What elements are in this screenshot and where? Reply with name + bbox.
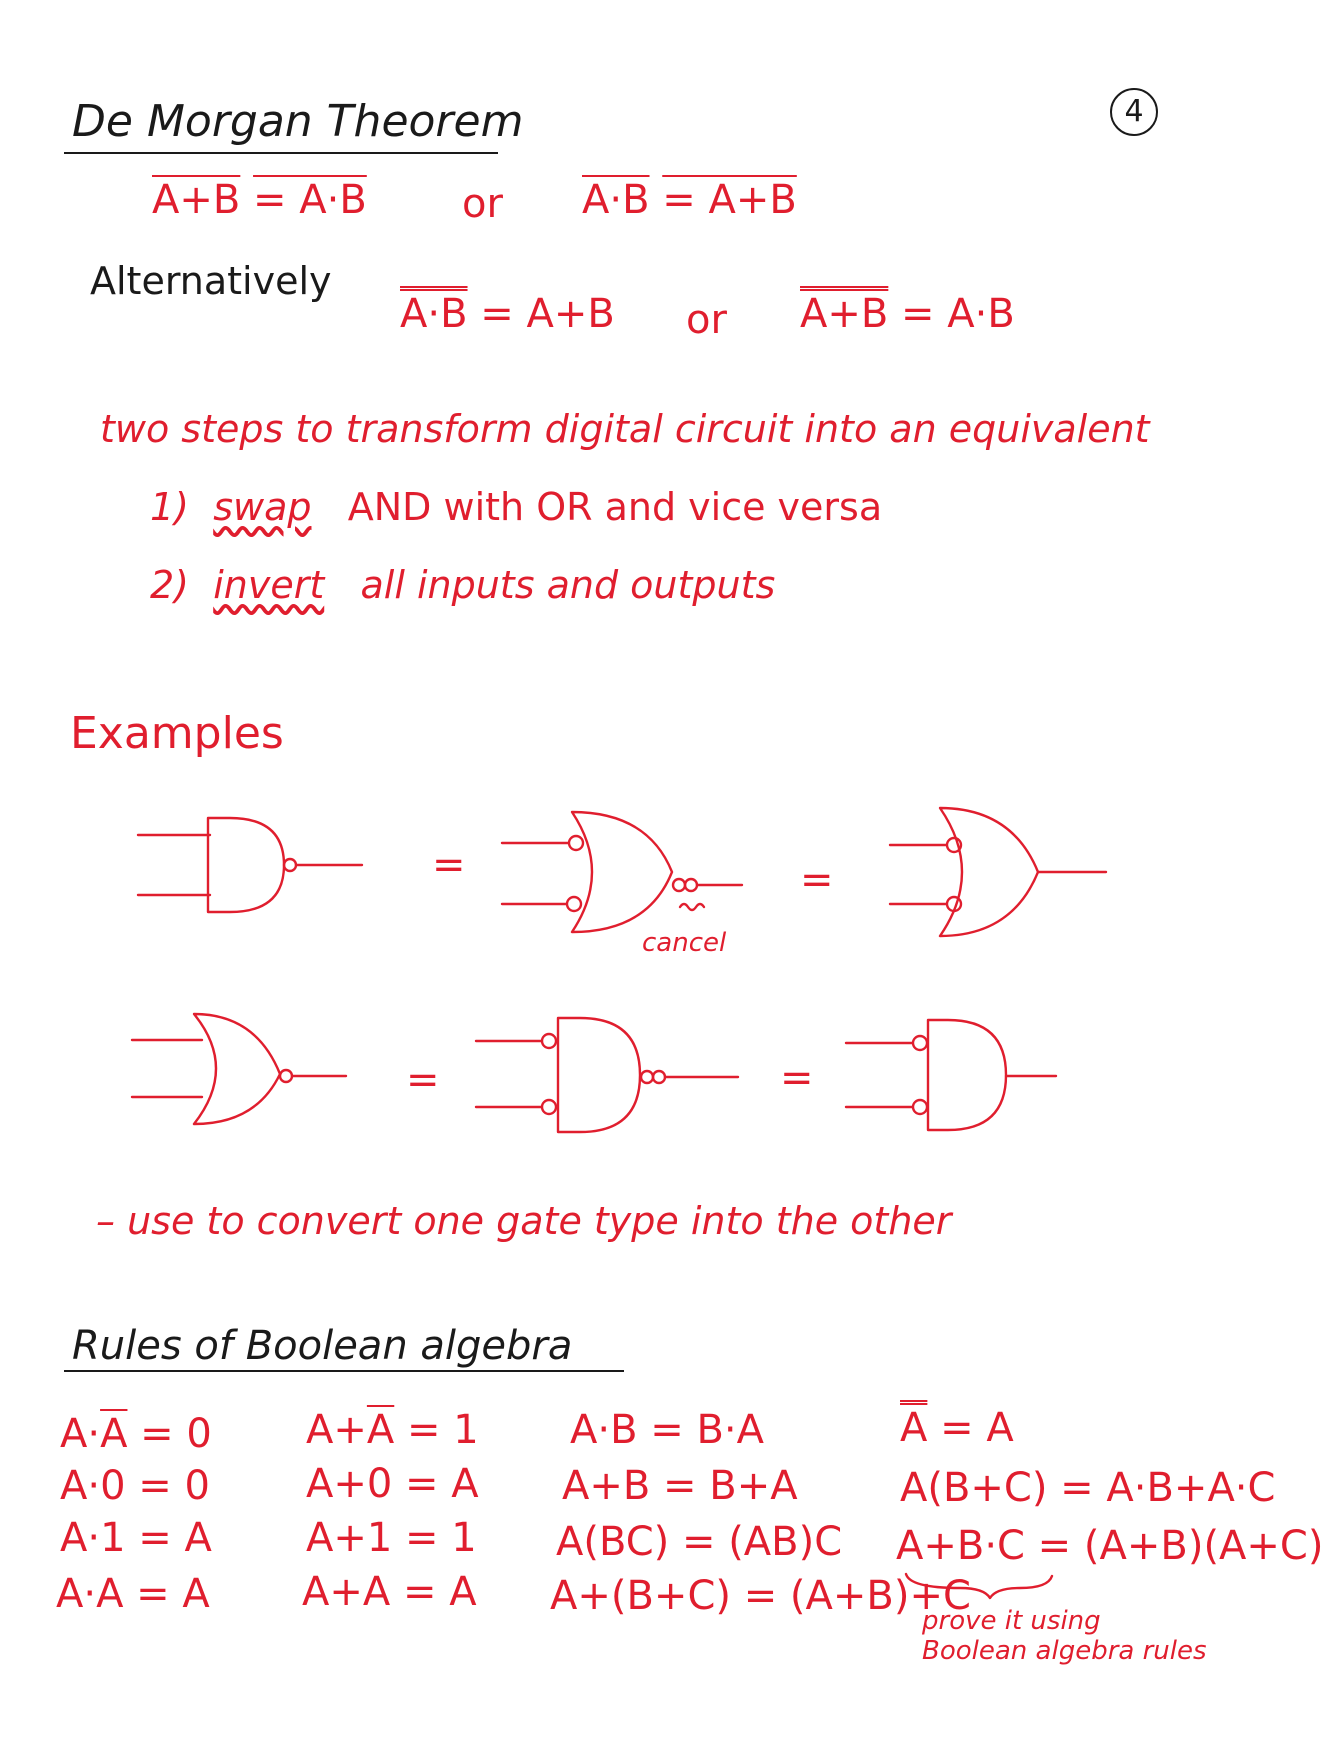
example1-nand-gate xyxy=(138,818,362,912)
demorgan-row1-eq1-lhs: A+B xyxy=(152,177,241,223)
boolean-title: Rules of Boolean algebra xyxy=(72,1323,573,1369)
demorgan-row1-eq1-rhs: = A·B xyxy=(253,177,367,223)
alternatively-label: Alternatively xyxy=(90,259,332,303)
boolean-title-underline xyxy=(64,1370,624,1372)
steps-intro: two steps to transform digital circuit into an equivalent xyxy=(100,407,1150,451)
example2-and-neg-input-gate xyxy=(476,1018,738,1132)
demorgan-row2-eq2-lhs: A+B xyxy=(800,291,889,337)
step-2-text: all inputs and outputs xyxy=(360,563,776,607)
examples-heading: Examples xyxy=(70,708,284,759)
page-number: 4 xyxy=(1110,88,1158,136)
demorgan-row2-or: or xyxy=(686,297,727,343)
step-1-text: AND with OR and vice versa xyxy=(347,485,883,529)
example2-and-neg-input-gate-2 xyxy=(846,1020,1056,1130)
rule-col1-row3: A·1 = A xyxy=(60,1515,212,1561)
rule-col4-row2: A(B+C) = A·B+A·C xyxy=(900,1465,1276,1511)
cancel-note: cancel xyxy=(642,928,727,958)
example1-equals-2: = xyxy=(800,857,834,903)
demorgan-title: De Morgan Theorem xyxy=(72,96,524,147)
rule-col2-row4: A+A = A xyxy=(302,1569,477,1615)
demorgan-row1-or: or xyxy=(462,181,503,227)
rule-col2-row2: A+0 = A xyxy=(306,1461,479,1507)
examples-note: – use to convert one gate type into the other xyxy=(96,1199,952,1243)
step-2-number: 2) xyxy=(150,563,190,607)
rule-col2-row3: A+1 = 1 xyxy=(306,1515,477,1561)
example1-or-neg-input-gate xyxy=(890,808,1106,936)
step-2-keyword: invert xyxy=(213,563,325,607)
rule-col4-row3: A+B·C = (A+B)(A+C) xyxy=(896,1523,1323,1569)
rule-col1-row1: $A\cdot\overline{A} = 0$ xyxy=(60,1411,212,1457)
example1-nor-neg-input-gate xyxy=(502,812,742,932)
rule-col3-row3: A(BC) = (AB)C xyxy=(556,1519,843,1565)
rule-col1-row4: A·A = A xyxy=(56,1571,210,1617)
demorgan-row2-eq1-lhs: A·B xyxy=(400,291,468,337)
rule-col3-row4: A+(B+C) = (A+B)+C xyxy=(550,1573,971,1619)
step-1-keyword: swap xyxy=(213,485,312,529)
example2-equals-1: = xyxy=(406,1057,440,1103)
example1-equals-1: = xyxy=(432,842,466,888)
demorgan-row2-eq2-rhs: = A·B xyxy=(901,291,1015,337)
example2-equals-2: = xyxy=(780,1055,814,1101)
example2-nor-gate xyxy=(132,1014,346,1124)
proof-note-line-1: prove it using xyxy=(922,1606,1101,1636)
demorgan-row2-eq1-rhs: = A+B xyxy=(480,291,615,337)
rule-col2-row1: $A+\overline{A} = 1$ xyxy=(306,1407,479,1453)
rule-col3-row2: A+B = B+A xyxy=(562,1463,798,1509)
demorgan-row1-eq2-lhs: A·B xyxy=(582,177,650,223)
rule-col3-row1: A·B = B·A xyxy=(570,1407,764,1453)
rule-col4-row1: A = A xyxy=(900,1405,1014,1451)
step-1-number: 1) xyxy=(150,485,190,529)
proof-note-line-2: Boolean algebra rules xyxy=(922,1636,1207,1666)
rule-col1-row2: A·0 = 0 xyxy=(60,1463,210,1509)
demorgan-row1-eq2-rhs: = A+B xyxy=(662,177,797,223)
